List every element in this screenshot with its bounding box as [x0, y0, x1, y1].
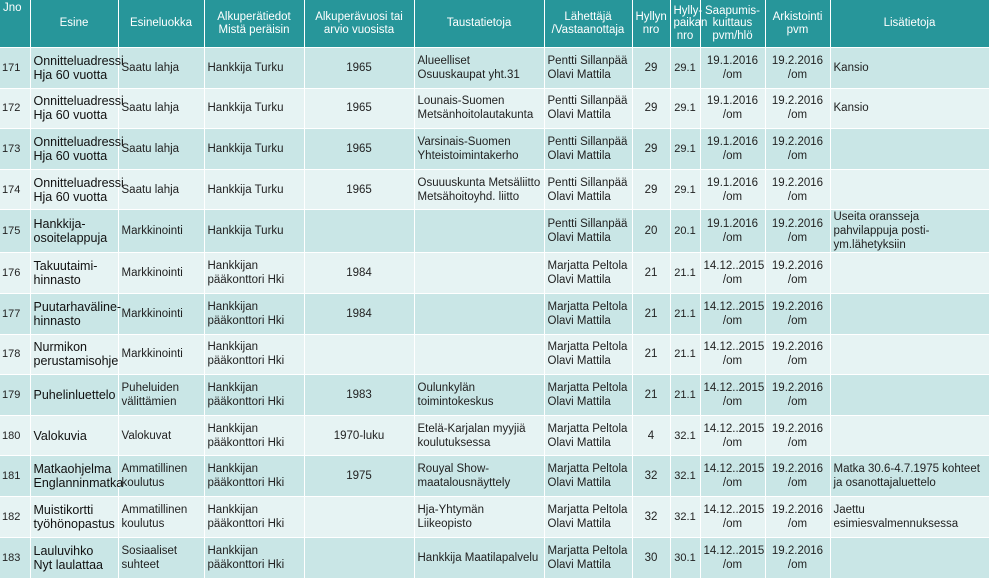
row-hyllyn-nro: 32: [632, 456, 670, 497]
row-esineluokka: Saatu lahja: [118, 129, 204, 170]
row-jno: 176: [0, 253, 30, 294]
row-taustatietoja: [414, 253, 544, 294]
row-hyllypaikan-nro: 21.1: [670, 253, 700, 294]
row-hyllyn-nro: 4: [632, 415, 670, 456]
row-jno: 180: [0, 415, 30, 456]
row-esine: Hankkija-osoitelappuja: [30, 210, 118, 253]
row-vuosi: 1965: [304, 88, 414, 129]
row-hyllyn-nro: 29: [632, 129, 670, 170]
row-arkistointi: 19.2.2016 /om: [765, 129, 830, 170]
row-saapumiskuittaus: 19.1.2016 /om: [700, 88, 765, 129]
row-vuosi: 1984: [304, 293, 414, 334]
row-taustatietoja: Rouyal Show-maatalousnäyttely: [414, 456, 544, 497]
row-hyllyn-nro: 21: [632, 293, 670, 334]
row-lahettaja: Pentti Sillanpää Olavi Mattila: [544, 169, 632, 210]
row-arkistointi: 19.2.2016 /om: [765, 415, 830, 456]
col-taustatietoja: Taustatietoja: [414, 0, 544, 48]
row-esine: Puhelinluettelo: [30, 375, 118, 416]
row-lisatietoja: [830, 253, 989, 294]
row-esineluokka: Valokuvat: [118, 415, 204, 456]
row-hyllypaikan-nro: 29.1: [670, 169, 700, 210]
row-taustatietoja: Hankkija Maatilapalvelu: [414, 537, 544, 578]
col-esineluokka: Esineluokka: [118, 0, 204, 48]
row-jno: 172: [0, 88, 30, 129]
row-esine: Nurmikon perustamisohje: [30, 334, 118, 375]
row-lahettaja: Marjatta Peltola Olavi Mattila: [544, 253, 632, 294]
row-esineluokka: Markkinointi: [118, 293, 204, 334]
row-alkupera: Hankkijan pääkonttori Hki: [204, 334, 304, 375]
row-vuosi: 1965: [304, 169, 414, 210]
table-row: [0, 293, 989, 334]
col-lahettaja: Lähettäjä /Vastaanottaja: [544, 0, 632, 48]
row-hyllyn-nro: 29: [632, 88, 670, 129]
row-jno: 177: [0, 293, 30, 334]
row-arkistointi: 19.2.2016 /om: [765, 537, 830, 578]
row-alkupera: Hankkijan pääkonttori Hki: [204, 415, 304, 456]
row-lahettaja: Marjatta Peltola Olavi Mattila: [544, 415, 632, 456]
row-lisatietoja: [830, 415, 989, 456]
row-hyllypaikan-nro: 30.1: [670, 537, 700, 578]
col-alkuperatiedot: Alkuperätiedot Mistä peräisin: [204, 0, 304, 48]
row-esine: Onnitteluadressi Hja 60 vuotta: [30, 129, 118, 170]
row-arkistointi: 19.2.2016 /om: [765, 456, 830, 497]
table-row: [0, 456, 989, 497]
col-hyllyn-nro: Hyllyn nro: [632, 0, 670, 48]
row-taustatietoja: Oulunkylän toimintokeskus: [414, 375, 544, 416]
row-jno: 179: [0, 375, 30, 416]
table-row: [0, 129, 989, 170]
row-lisatietoja: [830, 169, 989, 210]
row-alkupera: Hankkijan pääkonttori Hki: [204, 537, 304, 578]
row-taustatietoja: Varsinais-Suomen Yhteistoimintakerho: [414, 129, 544, 170]
row-vuosi: [304, 210, 414, 253]
row-esine: Valokuvia: [30, 415, 118, 456]
table-row: [0, 334, 989, 375]
table-row: [0, 496, 989, 537]
row-vuosi: [304, 334, 414, 375]
row-hyllypaikan-nro: 29.1: [670, 129, 700, 170]
row-hyllypaikan-nro: 21.1: [670, 375, 700, 416]
row-alkupera: Hankkija Turku: [204, 48, 304, 89]
row-vuosi: 1983: [304, 375, 414, 416]
row-arkistointi: 19.2.2016 /om: [765, 334, 830, 375]
row-arkistointi: 19.2.2016 /om: [765, 88, 830, 129]
row-saapumiskuittaus: 14.12..2015 /om: [700, 293, 765, 334]
row-hyllyn-nro: 30: [632, 537, 670, 578]
row-hyllyn-nro: 32: [632, 496, 670, 537]
row-saapumiskuittaus: 14.12..2015 /om: [700, 496, 765, 537]
row-hyllyn-nro: 29: [632, 169, 670, 210]
row-esine: Onnitteluadressi Hja 60 vuotta: [30, 169, 118, 210]
row-lahettaja: Marjatta Peltola Olavi Mattila: [544, 334, 632, 375]
row-hyllyn-nro: 21: [632, 375, 670, 416]
row-jno: 183: [0, 537, 30, 578]
row-alkupera: Hankkija Turku: [204, 169, 304, 210]
row-lisatietoja: [830, 375, 989, 416]
row-taustatietoja: [414, 334, 544, 375]
row-taustatietoja: Lounais-Suomen Metsänhoitolautakunta: [414, 88, 544, 129]
row-esine: Takuutaimi-hinnasto: [30, 253, 118, 294]
row-hyllypaikan-nro: 32.1: [670, 415, 700, 456]
row-arkistointi: 19.2.2016 /om: [765, 210, 830, 253]
row-hyllyn-nro: 20: [632, 210, 670, 253]
row-vuosi: 1965: [304, 48, 414, 89]
row-saapumiskuittaus: 19.1.2016 /om: [700, 169, 765, 210]
row-lisatietoja: Kansio: [830, 88, 989, 129]
row-lahettaja: Marjatta Peltola Olavi Mattila: [544, 293, 632, 334]
row-esineluokka: Sosiaaliset suhteet: [118, 537, 204, 578]
row-esineluokka: Markkinointi: [118, 210, 204, 253]
table-row: [0, 169, 989, 210]
table-row: [0, 253, 989, 294]
row-lisatietoja: Jaettu esimiesvalmennuksessa: [830, 496, 989, 537]
row-hyllypaikan-nro: 21.1: [670, 293, 700, 334]
row-saapumiskuittaus: 14.12..2015 /om: [700, 415, 765, 456]
row-esine: Muistikortti työhönopastus: [30, 496, 118, 537]
row-lahettaja: Pentti Sillanpää Olavi Mattila: [544, 210, 632, 253]
row-vuosi: 1975: [304, 456, 414, 497]
row-taustatietoja: Etelä-Karjalan myyjiä koulutuksessa: [414, 415, 544, 456]
row-jno: 178: [0, 334, 30, 375]
row-jno: 175: [0, 210, 30, 253]
row-esineluokka: Markkinointi: [118, 334, 204, 375]
row-alkupera: Hankkijan pääkonttori Hki: [204, 253, 304, 294]
row-saapumiskuittaus: 14.12..2015 /om: [700, 334, 765, 375]
row-hyllypaikan-nro: 29.1: [670, 88, 700, 129]
row-alkupera: Hankkijan pääkonttori Hki: [204, 293, 304, 334]
col-jno: Jno: [0, 0, 30, 48]
row-alkupera: Hankkijan pääkonttori Hki: [204, 456, 304, 497]
row-hyllypaikan-nro: 32.1: [670, 496, 700, 537]
row-lisatietoja: [830, 129, 989, 170]
row-saapumiskuittaus: 19.1.2016 /om: [700, 48, 765, 89]
row-arkistointi: 19.2.2016 /om: [765, 169, 830, 210]
row-alkupera: Hankkija Turku: [204, 210, 304, 253]
col-esine: Esine: [30, 0, 118, 48]
row-jno: 174: [0, 169, 30, 210]
table-row: [0, 88, 989, 129]
row-hyllyn-nro: 21: [632, 334, 670, 375]
row-vuosi: 1984: [304, 253, 414, 294]
row-saapumiskuittaus: 14.12..2015 /om: [700, 537, 765, 578]
row-esine: Puutarhaväline-hinnasto: [30, 293, 118, 334]
row-hyllyn-nro: 29: [632, 48, 670, 89]
row-vuosi: [304, 496, 414, 537]
row-esineluokka: Markkinointi: [118, 253, 204, 294]
col-arkistointi: Arkistointi pvm: [765, 0, 830, 48]
row-lisatietoja: [830, 293, 989, 334]
row-esineluokka: Ammatillinen koulutus: [118, 496, 204, 537]
row-esineluokka: Puheluiden välittämien: [118, 375, 204, 416]
row-hyllyn-nro: 21: [632, 253, 670, 294]
row-lahettaja: Marjatta Peltola Olavi Mattila: [544, 375, 632, 416]
row-alkupera: Hankkija Turku: [204, 88, 304, 129]
col-hyllypaikan-nro: Hylly-paikan nro: [670, 0, 700, 48]
row-hyllypaikan-nro: 21.1: [670, 334, 700, 375]
row-arkistointi: 19.2.2016 /om: [765, 496, 830, 537]
row-jno: 182: [0, 496, 30, 537]
row-lahettaja: Pentti Sillanpää Olavi Mattila: [544, 88, 632, 129]
row-arkistointi: 19.2.2016 /om: [765, 48, 830, 89]
row-lisatietoja: Kansio: [830, 48, 989, 89]
col-alkuperavuosi: Alkuperävuosi tai arvio vuosista: [304, 0, 414, 48]
row-taustatietoja: [414, 210, 544, 253]
row-arkistointi: 19.2.2016 /om: [765, 375, 830, 416]
row-hyllypaikan-nro: 29.1: [670, 48, 700, 89]
table-row: [0, 375, 989, 416]
row-esine: Onnitteluadressi Hja 60 vuotta: [30, 88, 118, 129]
row-esine: Matkaohjelma Englanninmatka: [30, 456, 118, 497]
row-lisatietoja: [830, 334, 989, 375]
row-lisatietoja: [830, 537, 989, 578]
row-taustatietoja: [414, 293, 544, 334]
row-taustatietoja: Osuuuskunta Metsäliitto Metsähoitoyhd. liitto: [414, 169, 544, 210]
table-row: [0, 210, 989, 253]
row-taustatietoja: Hja-Yhtymän Liikeopisto: [414, 496, 544, 537]
row-alkupera: Hankkijan pääkonttori Hki: [204, 496, 304, 537]
row-esineluokka: Saatu lahja: [118, 88, 204, 129]
row-vuosi: 1965: [304, 129, 414, 170]
row-lahettaja: Marjatta Peltola Olavi Mattila: [544, 537, 632, 578]
table-row: [0, 415, 989, 456]
row-jno: 173: [0, 129, 30, 170]
row-esineluokka: Ammatillinen koulutus: [118, 456, 204, 497]
row-lisatietoja: Matka 30.6-4.7.1975 kohteet ja osanottajaluettelo: [830, 456, 989, 497]
row-saapumiskuittaus: 19.1.2016 /om: [700, 129, 765, 170]
row-lisatietoja: Useita oransseja pahvilappuja posti-ym.lähetyksiin: [830, 210, 989, 253]
row-esine: Onnitteluadressi Hja 60 vuotta: [30, 48, 118, 89]
row-lahettaja: Pentti Sillanpää Olavi Mattila: [544, 129, 632, 170]
row-saapumiskuittaus: 14.12..2015 /om: [700, 253, 765, 294]
row-esineluokka: Saatu lahja: [118, 169, 204, 210]
row-jno: 171: [0, 48, 30, 89]
row-saapumiskuittaus: 19.1.2016 /om: [700, 210, 765, 253]
table-row: [0, 48, 989, 89]
row-saapumiskuittaus: 14.12..2015 /om: [700, 375, 765, 416]
row-vuosi: 1970-luku: [304, 415, 414, 456]
row-esine: Lauluvihko Nyt laulattaa: [30, 537, 118, 578]
row-taustatietoja: Alueelliset Osuuskaupat yht.31: [414, 48, 544, 89]
row-lahettaja: Marjatta Peltola Olavi Mattila: [544, 456, 632, 497]
row-jno: 181: [0, 456, 30, 497]
col-saapumiskuittaus: Saapumis-kuittaus pvm/hlö: [700, 0, 765, 48]
row-alkupera: Hankkijan pääkonttori Hki: [204, 375, 304, 416]
row-esineluokka: Saatu lahja: [118, 48, 204, 89]
header-row: [0, 0, 989, 48]
col-lisatietoja: Lisätietoja: [830, 0, 989, 48]
row-hyllypaikan-nro: 32.1: [670, 456, 700, 497]
table-row: [0, 537, 989, 578]
row-saapumiskuittaus: 14.12..2015 /om: [700, 456, 765, 497]
row-arkistointi: 19.2.2016 /om: [765, 253, 830, 294]
row-vuosi: [304, 537, 414, 578]
row-alkupera: Hankkija Turku: [204, 129, 304, 170]
row-arkistointi: 19.2.2016 /om: [765, 293, 830, 334]
row-lahettaja: Pentti Sillanpää Olavi Mattila: [544, 48, 632, 89]
row-hyllypaikan-nro: 20.1: [670, 210, 700, 253]
row-lahettaja: Marjatta Peltola Olavi Mattila: [544, 496, 632, 537]
